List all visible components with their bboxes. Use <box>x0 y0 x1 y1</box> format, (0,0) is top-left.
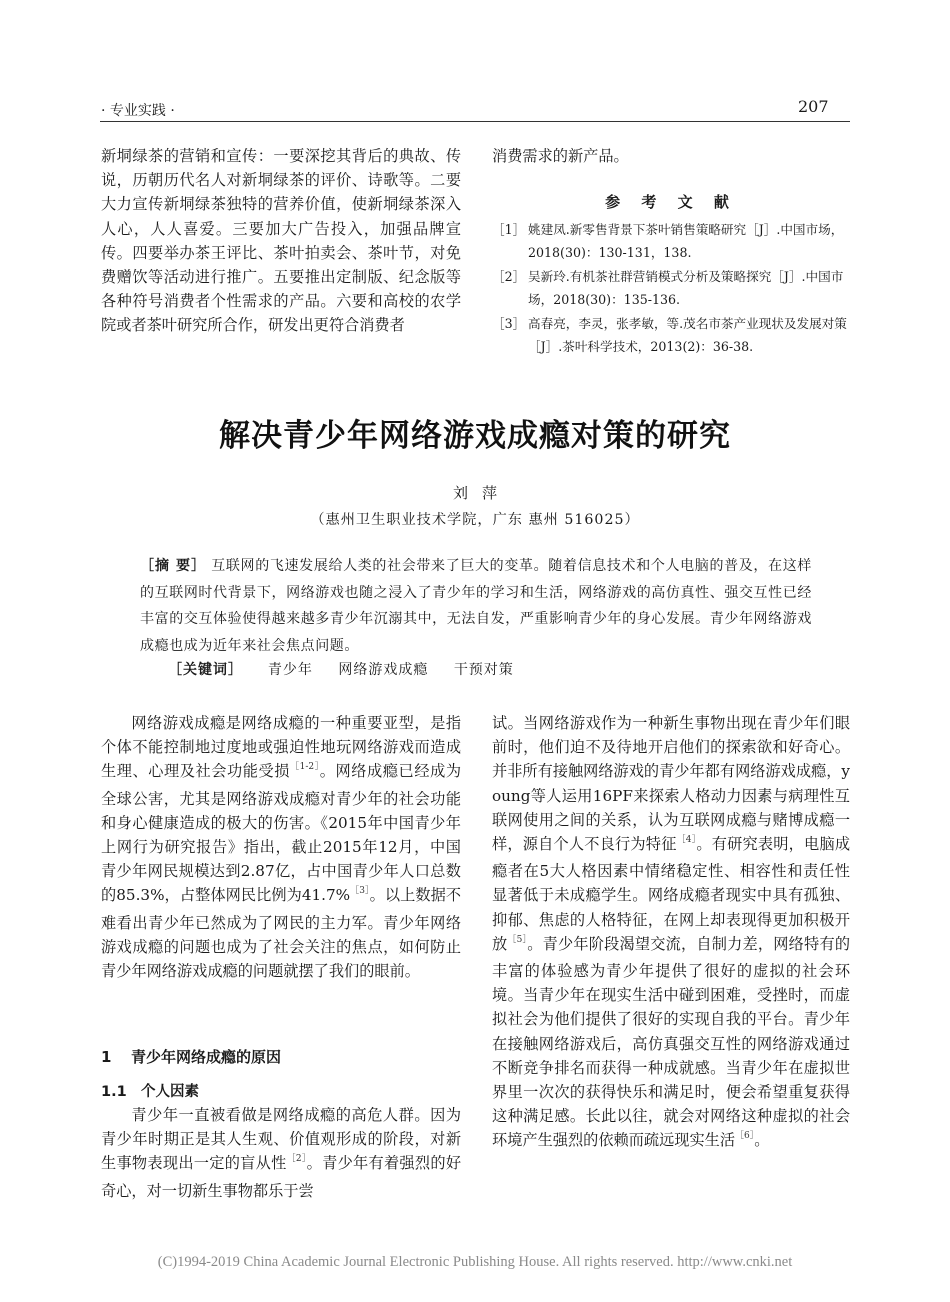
keyword-item: 青少年 <box>267 662 313 678</box>
reference-index: ［1］ <box>492 222 526 237</box>
reference-list <box>492 218 852 359</box>
personal-text-2: 。青少年有着强烈的好奇心，对一切新生事物都乐于尝 <box>101 1154 462 1200</box>
abstract <box>140 553 812 659</box>
reference-item <box>492 312 852 358</box>
abstract-text: 互联网的飞速发展给人类的社会带来了巨大的变革。随着信息技术和个人电脑的普及，在这样的互联网时代背景下，网络游戏也随之浸入了青少年的学习和生活，网络游戏的高仿真性、强交互性已经丰富的交互体验使得越来越多青少年沉溺其中，无法自发，严重影响青少年的身心发展。青少年网络游戏成瘾也成为近年来社会焦点问题。 <box>140 558 812 654</box>
running-header-section: · 专业实践 · <box>101 103 175 119</box>
right-column-paragraph <box>492 711 850 1156</box>
section-heading <box>101 1046 281 1067</box>
subsection-number: 1.1 <box>101 1084 127 1100</box>
keywords-label: ［关键词］ <box>168 662 243 678</box>
header-rule <box>100 121 850 122</box>
right-text-2: 。有研究表明，电脑成瘾者在5大人格因素中情绪稳定性、相容性和责任性显著低于未成瘾学生。网络成瘾者现实中具有孤独、抑郁、焦虑的人格特征，在网上却表现得更加积极开放 <box>492 835 851 953</box>
intro-text-2: 。网络成瘾已经成为全球公害，尤其是网络游戏成瘾对青少年的社会功能和身心健康造成的极大的伤害。《2015年中国青少年上网行为研究报告》指出，截止2015年12月，中国青少年网民规模达到2.87亿，占中国青少年人口总数的85.3%，占整体网民比例为41.7% <box>101 762 462 905</box>
keywords <box>168 659 808 679</box>
citation: ［4］ <box>676 835 697 846</box>
prev-article-right-paragraph: 消费需求的新产品。 <box>492 147 629 165</box>
subsection-title: 个人因素 <box>141 1084 199 1100</box>
citation: ［5］ <box>507 934 528 945</box>
citation: ［3］ <box>350 886 370 897</box>
section-number: 1 <box>101 1048 112 1066</box>
article-title: 解决青少年网络游戏成瘾对策的研究 <box>219 418 731 454</box>
author-name: 刘萍 <box>452 484 511 502</box>
keyword-item: 干预对策 <box>453 662 514 678</box>
reference-text: 姚建凤.新零售背景下茶叶销售策略研究［J］.中国市场，2018(30)：130-131，138. <box>528 222 844 260</box>
subsection-heading <box>101 1080 199 1101</box>
citation: ［2］ <box>286 1154 307 1165</box>
citation: ［1-2］ <box>290 762 320 773</box>
keyword-item: 网络游戏成瘾 <box>338 662 429 678</box>
reference-item <box>492 218 852 264</box>
section-title: 青少年网络成瘾的原因 <box>131 1048 282 1066</box>
intro-text-1: 网络游戏成瘾是网络成瘾的一种重要亚型，是指个体不能控制地过度地或强迫性地玩网络游戏而造成生理、心理及社会功能受损 <box>101 714 461 781</box>
intro-text-3: 。以上数据不难看出青少年已然成为了网民的主力军。青少年网络游戏成瘾的问题也成为了社会关注的焦点，如何防止青少年网络游戏成瘾的问题就摆了我们的眼前。 <box>101 886 462 981</box>
reference-index: ［3］ <box>492 316 526 331</box>
reference-item <box>492 265 852 311</box>
reference-text: 高春亮，李灵，张孝敏，等.茂名市茶产业现状及发展对策［J］.茶叶科学技术，2013(2)：36-38. <box>528 316 847 354</box>
references-heading: 参 考 文 献 <box>605 193 737 211</box>
reference-index: ［2］ <box>492 269 526 284</box>
page-number: 207 <box>798 97 829 116</box>
reference-text: 吴新玲.有机茶社群营销模式分析及策略探究［J］.中国市场，2018(30)：135-136. <box>528 269 844 307</box>
right-text-1: 试。当网络游戏作为一种新生事物出现在青少年们眼前时，他们迫不及待地开启他们的探索欲和好奇心。并非所有接触网络游戏的青少年都有网络游戏成瘾，young等人运用16PF来探索人格动力因素与病理性互联网使用之间的关系，认为互联网成瘾与赌博成瘾一样，源自个人不良行为特征 <box>492 714 850 854</box>
right-text-3: 。青少年阶段渴望交流，自制力差，网络特有的丰富的体验感为青少年提供了很好的虚拟的社会环境。当青少年在现实生活中碰到困难，受挫时，而虚拟社会为他们提供了很好的实现自我的平台。青少年在接触网络游戏后，高仿真强交互性的网络游戏通过不断竞争排名而获得一种成就感。当青少年在虚拟世界里一次次的获得快乐和满足时，便会希望重复获得这种满足感。长此以往，就会对网络这种虚拟的社会环境产生强烈的依赖而疏远现实生活 <box>492 934 851 1150</box>
right-text-4: 。 <box>754 1131 770 1150</box>
prev-article-left-paragraph: 新垌绿茶的营销和宣传：一要深挖其背后的典故、传说，历朝历代名人对新垌绿茶的评价、诗歌等。二要大力宣传新垌绿茶独特的营养价值，使新垌绿茶深入人心，人人喜爱。三要加大广告投入，加强品牌宣传。四要举办茶王评比、茶叶拍卖会、茶叶节，对免费赠饮等活动进行推广。五要推出定制版、纪念版等各种符号消费者个性需求的产品。六要和高校的农学院或者茶叶研究所合作，研发出更符合消费者 <box>101 147 461 335</box>
personal-factors-paragraph <box>101 1103 461 1203</box>
citation: ［6］ <box>735 1131 755 1142</box>
intro-paragraph <box>101 711 461 983</box>
abstract-label: ［摘 要］ <box>140 558 207 574</box>
personal-text-1: 青少年一直被看做是网络成瘾的高危人群。因为青少年时期正是其人生观、价值观形成的阶段，对新生事物表现出一定的盲从性 <box>101 1106 461 1173</box>
author-affiliation: （惠州卫生职业技术学院，广东 惠州 516025） <box>310 512 640 528</box>
copyright-footer: (C)1994-2019 China Academic Journal Electronic Publishing House. All rights reserved. http://www.cnki.net <box>157 1254 793 1270</box>
